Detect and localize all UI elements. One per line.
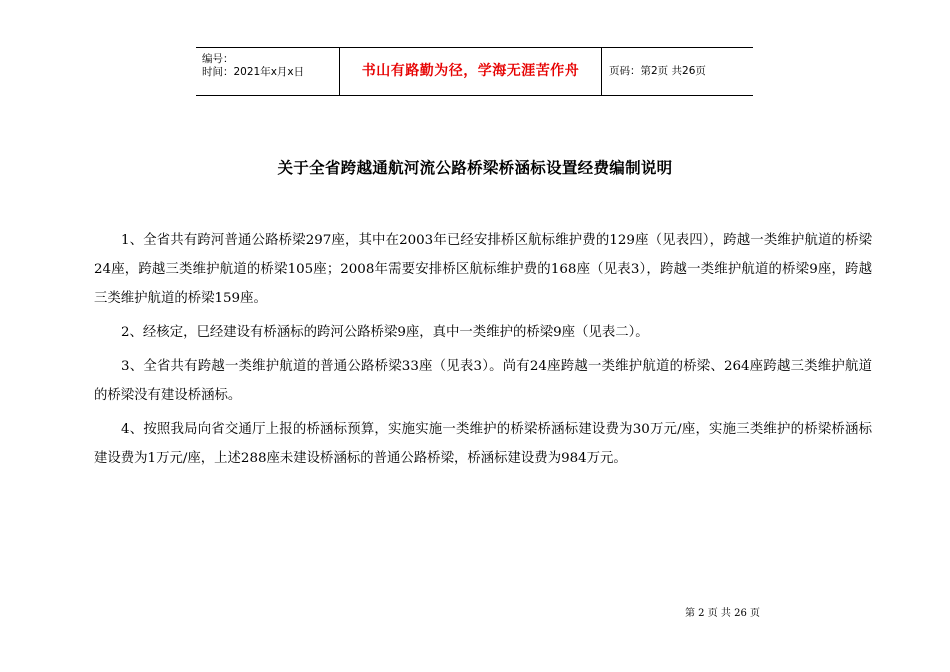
paragraph-3: 3、全省共有跨越一类维护航道的普通公路桥梁33座（见表3）。尚有24座跨越一类维护航道的桥梁、264座跨越三类维护航道的桥梁没有建设桥涵标。 xyxy=(94,359,872,403)
header-left-cell xyxy=(196,48,339,95)
page-footer: 第 2 页 共 26 页 xyxy=(685,608,760,619)
header-page-info: 页码：第2页 共26页 xyxy=(609,65,706,77)
document-body xyxy=(94,226,872,473)
document-title: 关于全省跨越通航河流公路桥梁桥涵标设置经费编制说明 xyxy=(277,159,673,177)
document-number-label: 编号： xyxy=(202,53,234,65)
paragraph-2: 2、经核定，巳经建设有桥涵标的跨河公路桥梁9座，真中一类维护的桥梁9座（见表二）。 xyxy=(121,325,649,340)
paragraph-4: 4、按照我局向省交通厅上报的桥涵标预算，实施实施一类维护的桥梁桥涵标建设费为30万元/座，实施三类维护的桥梁桥涵标建设费为1万元/座，上述288座未建设桥涵标的普通公路桥梁，桥涵标建设费为984万元。 xyxy=(94,422,872,466)
document-date-label: 时间：2021年x月x日 xyxy=(202,66,305,78)
header-page-cell xyxy=(602,48,753,95)
header-motto: 书山有路勤为径，学海无涯苦作舟 xyxy=(361,63,580,79)
page-header xyxy=(196,47,753,96)
header-motto-cell xyxy=(339,48,602,95)
paragraph-1: 1、全省共有跨河普通公路桥梁297座，其中在2003年已经安排桥区航标维护费的129座（见表四），跨越一类维护航道的桥梁24座，跨越三类维护航道的桥梁105座；2008年需要安排桥区航标维护费的168座（见表3），跨越一类维护航道的桥梁9座，跨越三类维护航道的桥梁159座。 xyxy=(94,233,872,306)
